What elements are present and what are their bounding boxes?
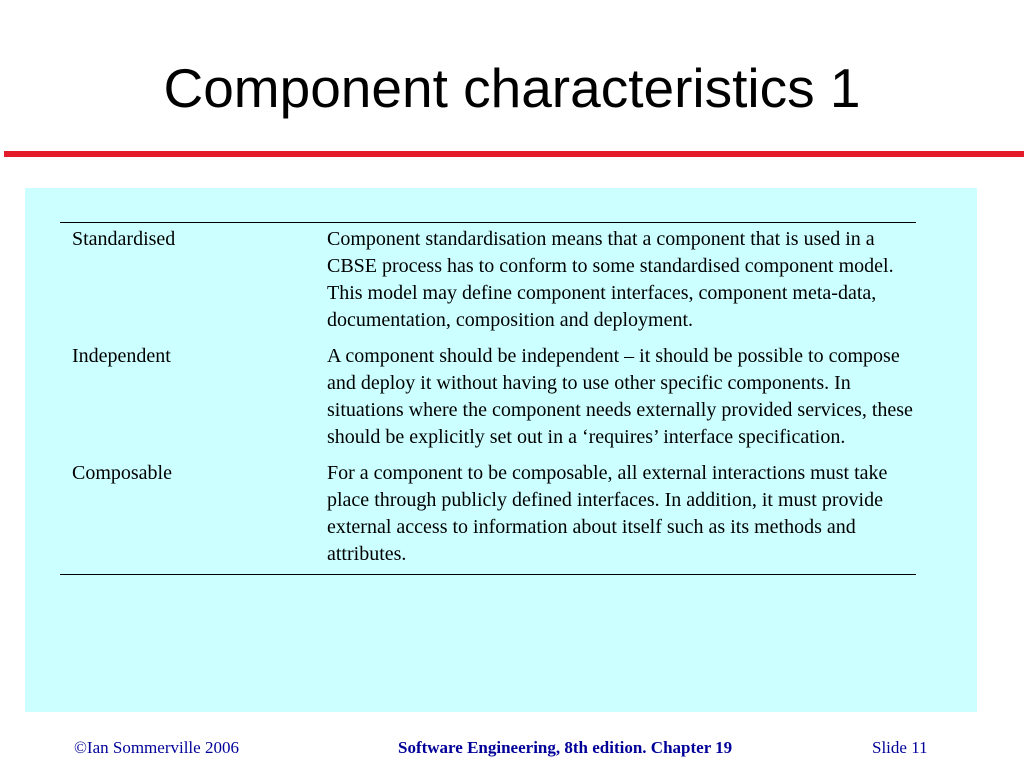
footer-book-title: Software Engineering, 8th edition. Chapter 19: [398, 738, 733, 757]
term-cell: Standardised: [72, 228, 176, 250]
description-cell: A component should be independent – it should be possible to compose and deploy it without having to use other specific components. In situations where the component needs externally provided services, these should be explicitly set out in a ‘requires’ interface specification.: [327, 345, 913, 448]
description-cell: Component standardisation means that a component that is used in a CBSE process has to conform to some standardised component model. This model may define component interfaces, component meta-data, documentation, composition and deployment.: [327, 228, 894, 331]
table-row: [60, 226, 916, 334]
term-cell: Independent: [72, 345, 171, 367]
table-row: [60, 460, 916, 568]
footer-copyright: ©Ian Sommerville 2006: [74, 738, 239, 757]
footer-slide-number: Slide 11: [872, 738, 928, 757]
title-underline-rule: [4, 151, 1024, 157]
term-cell: Composable: [72, 462, 172, 484]
slide-title: Component characteristics 1: [163, 57, 861, 119]
characteristics-table: [60, 222, 916, 575]
table-row: [60, 343, 916, 451]
description-cell: For a component to be composable, all external interactions must take place through publicly defined interfaces. In addition, it must provide external access to information about itself such as its methods and attributes.: [327, 462, 888, 565]
